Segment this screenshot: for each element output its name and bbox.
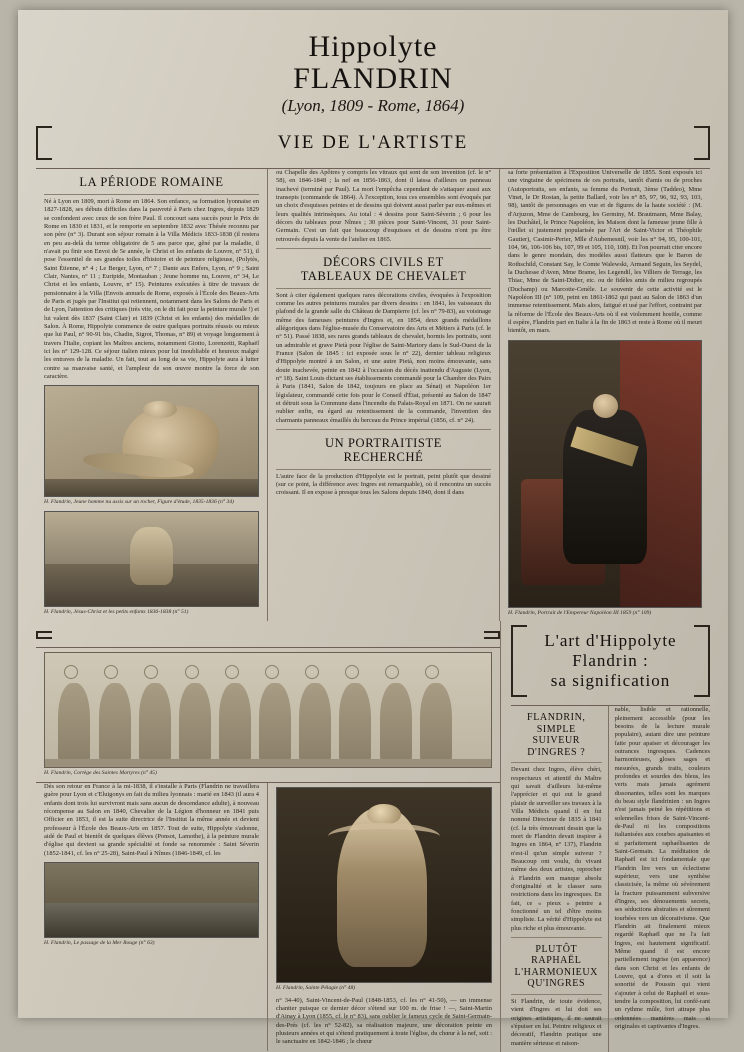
image-shape bbox=[265, 665, 279, 679]
image-shape bbox=[225, 665, 239, 679]
heading-raphael-line3: QU'INGRES bbox=[527, 978, 586, 990]
paris-section bbox=[36, 621, 500, 1052]
column-right bbox=[500, 169, 710, 621]
heading-periode-romaine: LA PÉRIODE ROMAINE bbox=[79, 175, 224, 190]
title-line-2: FLANDRIN bbox=[293, 61, 453, 95]
image-shape bbox=[305, 665, 319, 679]
section-title-art bbox=[511, 631, 710, 691]
image-shape bbox=[328, 823, 439, 850]
caption-jeune-homme-nu: H. Flandrin, Jeune homme nu assis sur un rocher, Figure d'étude, 1835-1836 (n° 34) bbox=[44, 499, 234, 506]
art-col-1 bbox=[511, 706, 609, 1052]
divider bbox=[276, 429, 491, 430]
image-shape bbox=[45, 479, 258, 497]
divider bbox=[276, 469, 491, 470]
image-shape bbox=[179, 683, 211, 761]
caption-cortege: H. Flandrin, Cortège des Saintes Martyres (n° 45) bbox=[44, 770, 157, 777]
paragraph-raphael: Si Flandrin, de toute évidence, vient d'Ingres et lui doit ses origines artistiques, il ne saurait s'épuiser en lui. Peintre religieux et décoratif, Flandrin pratique une manière sérieuse et raison- bbox=[511, 997, 602, 1047]
divider bbox=[276, 248, 491, 249]
heading-ingres bbox=[511, 712, 602, 758]
caption-sainte-pelagie: H. Flandrin, Sainte Pélagie (n° 48) bbox=[276, 985, 356, 992]
heading-portrait-line1: UN PORTRAITISTE bbox=[325, 436, 442, 451]
caption-jesus-christ: H. Flandrin, Jésus-Christ et les petits enfants 1836-1838 (n° 51) bbox=[44, 609, 189, 616]
heading-portrait-line2: RECHERCHÉ bbox=[343, 450, 424, 465]
section-banner-vie bbox=[36, 126, 710, 160]
column-left bbox=[36, 169, 268, 621]
paragraph-periode-romaine: Né à Lyon en 1809, mort à Rome en 1864. Son enfance, sa formation lyonnaise en 1827-1828, ses débuts difficiles dans la pauvreté à Paris chez Ingres, depuis 1829 se confondent avec ceux de son frère Paul. Il concourt sans succès pour le Prix de Rome en 1830 et 1831, et le remporte en septembre 1832 avec Thésée reconnu par son père (n° 3). Durant son séjour romain à la Villa Médicis 1833-1838 (il restera en peu au-delà du terme obligatoire de 5 ans parce que, gêné par la maladie, il n'avait pu finir son Envoi de 5e année, le Christ et les enfants de Louvre, n° 51), il pose l'essentiel de ses grandes toiles d'histoire et de peinture religieuse, (Polytès, Saint Étienne, n° 4 ; Le Berger, Lyon, n° 7 ; Dante aux Enfers, Lyon, n° 9 ; Saint Clair, Nantes, n° 11 ; Euripide, Montauban ; Jeune homme nu, Louvre, n° 34, Le Christ et les enfants, Louvre, n° 15). Peintures exécutées à titre de travaux de pensionnaire à la Villa (Envois annuels de Rome, exposés à l'École des Beaux-Arts de Paris et jugés par l'Institut qui retiennent, notamment dans les Salons de Paris et de Lyon, l'attention des critiques (très vite, on le dit fait pour la peinture murale !) et lui valent dès 1837 (Saint Clair) et 1839 (Christ et les enfants) des médailles de Salon. À Rome, Hippolyte commence de outre quelques portraits réussis ou mieux que lui Paul, n° 90-91 bis, Chadin, Sigrot, Thomas, n° 89) et voyage longuement à travers l'Italie, copiant les Maîtres anciens, notamment Giotto, Lorenzetti, Raphaël ici les n° 129-128. Ce séjour italien mieux pour lui inoubliable et heureux malgré les entraves de la maladie. Un fait, tout au long de sa vie, Hippolyte aura à lutter contre sa mauvaise santé, et l'ampleur de son œuvre montre la force de son caractère. bbox=[44, 198, 259, 380]
heading-raphael-line2: L'HARMONIEUX bbox=[514, 966, 598, 978]
image-cortege-saintes-martyres bbox=[44, 652, 492, 768]
image-shape bbox=[45, 759, 491, 767]
title-subtitle: (Lyon, 1809 - Rome, 1864) bbox=[281, 96, 465, 116]
poster-page bbox=[18, 10, 728, 1047]
image-shape bbox=[299, 683, 331, 761]
art-section bbox=[500, 621, 710, 1052]
heading-ingres-line2: SUIVEUR D'INGRES ? bbox=[527, 735, 586, 758]
heading-decors-civils bbox=[276, 255, 491, 284]
bracket-left bbox=[36, 631, 52, 639]
image-shape bbox=[104, 665, 118, 679]
divider bbox=[44, 194, 259, 195]
figure-cortege bbox=[36, 652, 500, 777]
paris-col-2 bbox=[268, 783, 500, 1051]
image-shape bbox=[64, 665, 78, 679]
image-shape bbox=[385, 665, 399, 679]
image-shape bbox=[367, 804, 401, 825]
paragraph-col3-top: sa forte présentation à l'Exposition Universelle de 1855. Sont exposés ici une vingtaine de spécimens de ces portraits, tantôt d'amis ou de proches (Autoportraits, ses enfants, sa femme du Portrait, 3ème (Taddeo), Mme Vinet, le Dr Rostan, la petite Ballard, voir les n° 85, 97, 96, 92, 93, 103, 98), tantôt de personnages en vue et de figures de la haute société : (M. d'Arjuzon, Mme de Cambourg, les Germiny, M. Brautmann, Mme Balay, les Duchâtel, le Prince Napoléon, les Maison dont la fameuse jeune fille à l'œillet si justement popularisée par l'Art de Saint-Victor et Théophile Gautier), Casimir-Perier, Mlle d'Aubemesnil, voir les n° 94, 95, 100-101, 104, 96, 106-106 bis, 107, 99 et 105, 110, 108). Et l'on pourrait citer encore dans le genre mondain, des modèles aussi flatteurs que le Baron de Rothschild, Constant Say, le Comte Walewski, Armand Seguin, les Seydel, la Duchesse d'Aven, Mme Brame, les Legendil, les Villiers de Terrage, les Thiac, Mme de Saint-Didier, etc. ou de fidèles amis de milieu regroupés (Duchamp) ou Marcotte-Cenèle. Le souvenir de cette activité est le Napoléon III (n° 109, peint en 1861-1862 qui paut au Salon de 1863 d'un immense retentissement. Mais alors, fatigué et usé par l'effort, contraint par la réforme de l'École des Beaux-Arts où il est violemment hostile, comme il espère, Flandrin part en Italie à la fin de 1863 et reste à Rome où il meurt bientôt, en mars. bbox=[508, 169, 702, 335]
paragraph-paris-cont: n° 34-40), Saint-Vincent-de-Paul (1848-1853, cf. les n° 41-50), — un immense chantier puisque ce dernier décor s'étend sur 100 m. de frise ! —, Saint-Martin d'Ainay à Lyon (1855, cf. le n° 83), sans oublier le fameux cycle de Saint-Germain-des-Prés (cf. les n° 52-82), sa réalisation majeure, une décoration peinte en plusieurs années et qui s'étend pratiquement à toute l'église, du chœur à la nef, soit : le sanctuaire en 1842-1846 ; le chœur bbox=[276, 996, 492, 1046]
image-mer-rouge bbox=[44, 862, 259, 938]
heading-ingres-line1: FLANDRIN, SIMPLE bbox=[527, 712, 586, 735]
image-shape bbox=[143, 401, 177, 419]
paragraph-portraitiste: L'autre face de la production d'Hippolyte est le portrait, peint plutôt que dessiné (sur ce point, la différence avec Ingres est remarquable), où il rencontra un succès croissant. Il en expose à presque tous les Salons depuis 1840, dont il dans bbox=[276, 472, 491, 497]
bracket-left bbox=[511, 625, 527, 697]
image-shape bbox=[345, 665, 359, 679]
heading-decors-line1: DÉCORS CIVILS ET bbox=[323, 255, 444, 270]
page-title bbox=[36, 32, 710, 116]
image-shape bbox=[45, 903, 258, 937]
image-shape bbox=[130, 527, 173, 585]
paris-col-1 bbox=[36, 783, 268, 1051]
divider bbox=[511, 937, 602, 938]
art-title-line2: sa signification bbox=[550, 671, 671, 691]
column-middle bbox=[268, 169, 500, 621]
bracket-right bbox=[694, 625, 710, 697]
image-napoleon-iii bbox=[508, 340, 702, 608]
image-shape bbox=[425, 665, 439, 679]
main-columns bbox=[36, 169, 710, 621]
divider bbox=[36, 647, 500, 648]
image-shape bbox=[380, 683, 412, 761]
divider bbox=[511, 994, 602, 995]
image-shape bbox=[185, 665, 199, 679]
image-shape bbox=[144, 665, 158, 679]
heading-decors-line2: TABLEAUX DE CHEVALET bbox=[300, 269, 467, 284]
figure-mer-rouge bbox=[44, 862, 259, 947]
figure-jeune-homme-nu bbox=[44, 385, 259, 506]
caption-napoleon-iii: H. Flandrin, Portrait de l'Empereur Napoléon III 1859 (n° 109) bbox=[508, 609, 652, 616]
section-banner-paris bbox=[36, 631, 500, 639]
image-shape bbox=[420, 683, 452, 761]
paragraph-col2-top: ou Chapelle des Apôtres y compris les vitraux qui sont de son invention (cf. le n° 58), en 1846-1848 ; la nef en 1856-1863, dont il laissa d'ailleurs un panneau inachevé (terminé par Paul). La mort l'empêcha cependant de s'attaquer aussi aux transepts (commande de 1864). À l'exception, tous ces ensembles sont évoqués par un choix d'esquisses peintes et de dessins qui doivent aussi parler par eux-mêmes et leurs qualités intrinsèques. Au total : 4 dessins pour Saint-Séverin ; 6 pour les décors du tableaux pour Nîmes ; 30 pièces pour Saint-Vincent, 31 pour Saint-Germain. C'est un fait que beaucoup d'esquisses et de dessins n'ont pu être retrouvés depuis la vente de l'atelier en 1865. bbox=[276, 169, 491, 243]
image-jesus-christ bbox=[44, 511, 259, 607]
heading-portraitiste bbox=[276, 436, 491, 465]
image-jeune-homme-nu bbox=[44, 385, 259, 497]
bracket-right bbox=[484, 631, 500, 639]
image-shape bbox=[99, 683, 131, 761]
figure-napoleon-iii bbox=[508, 340, 702, 617]
paragraph-ingres: Devant chez Ingres, élève chéri, respectueux et attentif du Maître qui savait d'ailleurs lui-même l'apprécier et qui eut le grand plaisir de surveiller ses travaux à la Villa Médicis quand il en fut nommé Directeur de 1835 à 1841 (cf. la très émouvant dessin que la mort de Flandrin devait inspirer à Ingres en 1864, n° 137), Flandrin n'est-il qu'un simple suiveur ? Beaucoup ont voulu, du vivant même des deux artistes, reprocher à Flandrin son manque absolu d'originalité et le classer sans restrictions dans les ingresques. En fait, ce « pieux » peintre a fonctionné un tel d'être moins simpliste. La vérité d'Hippolyte est plus riche et plus émouvante. bbox=[511, 766, 602, 932]
section-banner-art bbox=[511, 625, 710, 697]
image-sainte-pelagie bbox=[276, 787, 492, 983]
image-shape bbox=[259, 683, 291, 761]
paragraph-art-right: nable, lisible et rationnelle, pleinement accessible (pour les besoins de la lecture murale populaire), autant dire une peinture faite pour apaiser et décourager les outrances ingresques. Cadences harmonieuses, gloses sages et mesurées, grands traits, couleurs profondes et sourdes des bleus, les verts mais jamais agrément dissonantes, telles sont les marques du beau style flandrinien : un Ingres n'est jamais peiné les répétitions et solennelles frises de Saint-Vincent-de-Paul ni les compositions italianisées aux courbes apaisantes et si parfaitement raphaélisantes de Saint-Germain. La méditation de Raphaël est ici fondamentale que Flandrin lire vers un éclectisme supérieur, vers une synthèse classicisée, la même où sévèrement la fracture puissamment subversive d'Ingres, ses dénouements secrets, ses séductions abstraites et sûrement tourbées vers un décorativisme. Que Flandrin ait finalement mieux regardé Raphaël que ne l'a fait Ingres, est hautement significatif. Même quand il est encore partiellement ingrise (en apparence) dans son Christ et les enfants de Louvre, qui a d'ores et il soit la sonorité de Poussin qui vient s'ajouter à celui de Raphaël et sous-tendre la composition, lui confé-rant un rythme mûle, fort attrape plus ordonnées manières mais si originales et captivantes d'Ingres. bbox=[614, 706, 710, 1030]
divider bbox=[511, 762, 602, 763]
heading-raphael-line1: PLUTÔT RAPHAËL bbox=[531, 943, 582, 967]
title-line-1: Hippolyte bbox=[308, 30, 438, 63]
bracket-left bbox=[36, 126, 52, 160]
image-shape bbox=[139, 683, 171, 761]
image-shape bbox=[219, 683, 251, 761]
paragraph-paris: Dès son retour en France à la mi-1838, il s'installe à Paris (Flandrin ne travaillera guère pour Lyon et c'Eluigonys en fait du milieu lyonnais : marié en 1843 (il aura 4 enfants dont trois lui survivront mais sans aucun de descendance adulte), à nouveau récompense au Salon en 1840, Chevalier de la Légion d'honneur en 1841 puis Officier en 1853, il est la suite directrice de l'Institut la même année et devient professeur à l'École des Beaux-Arts en 1857. Tout de suite, Hippolyte s'adonne, aidé de Paul et bientôt de quelques élèves (Ponsot, Lamothe), à la peinture murale d'église qui devient sa grande spécialité et fonde sa renommée : Saint Séverin (1852-1841, cf. les n° 25-28), Saint-Paul à Nîmes (1846-1849, cf. les bbox=[44, 783, 259, 857]
caption-mer-rouge: H. Flandrin, Le passage de la Mer Rouge (n° 63) bbox=[44, 940, 155, 947]
divider bbox=[276, 288, 491, 289]
section-title-vie: VIE DE L'ARTISTE bbox=[277, 132, 469, 154]
heading-raphael bbox=[511, 944, 602, 990]
figure-jesus-christ bbox=[44, 511, 259, 616]
art-title-line1: L'art d'Hippolyte Flandrin : bbox=[544, 631, 677, 671]
bracket-right bbox=[694, 126, 710, 160]
image-shape bbox=[339, 683, 371, 761]
image-shape bbox=[58, 683, 90, 761]
art-col-2 bbox=[609, 706, 710, 1052]
paragraph-decors: Sont à citer également quelques rares décorations civiles, évoquées à l'exposition comme les autres peintures murales par divers dessins : en 1841, les vaisseaux du plafond de la grande salle du Château de Dampierre (cf. les n° 79-83), au voisinage même des fameuses peintures d'Ingres et, en 1854, deux grands médaillons allégoriques dans l'église-musée du Conservatoire des Arts et Métiers à Paris (cf. le n° 51). Passé 1838, ses rares grands tableaux de chevalet, hormis les portraits, sont un admirable et grave Pietà pour l'église de Saint-Martory dans le Sud-Ouest de la France (Salon de 1845 : ici exposée sous le n° 22), dernier tableau religieux d'Hippolyte montré à un Salon, et une autre Pietà, non moins émouvante, sans doute inachevée, peinte en 1842 à l'occasion du décès inattendu d'Auguste (Lyon, n° 18). Saint Louis dictant ses établissements commandé pour la Chambre des Pairs à Paris (1841, Salon de 1842, toujours en place au Sénat) et Napoléon 1er législateur, commandé cette fois pour le Conseil d'État, présenté au Salon de 1847 et détruit sous la Commune dans l'incendie du Palais-Royal en 1871. On ne saurait oublier enfin, eu égard au retentissement de la commande, l'invention des charmants panneaux émaillés du berceau du Prince impérial (1856, cf. n° 24). bbox=[276, 291, 491, 424]
figure-sainte-pelagie bbox=[276, 787, 492, 992]
